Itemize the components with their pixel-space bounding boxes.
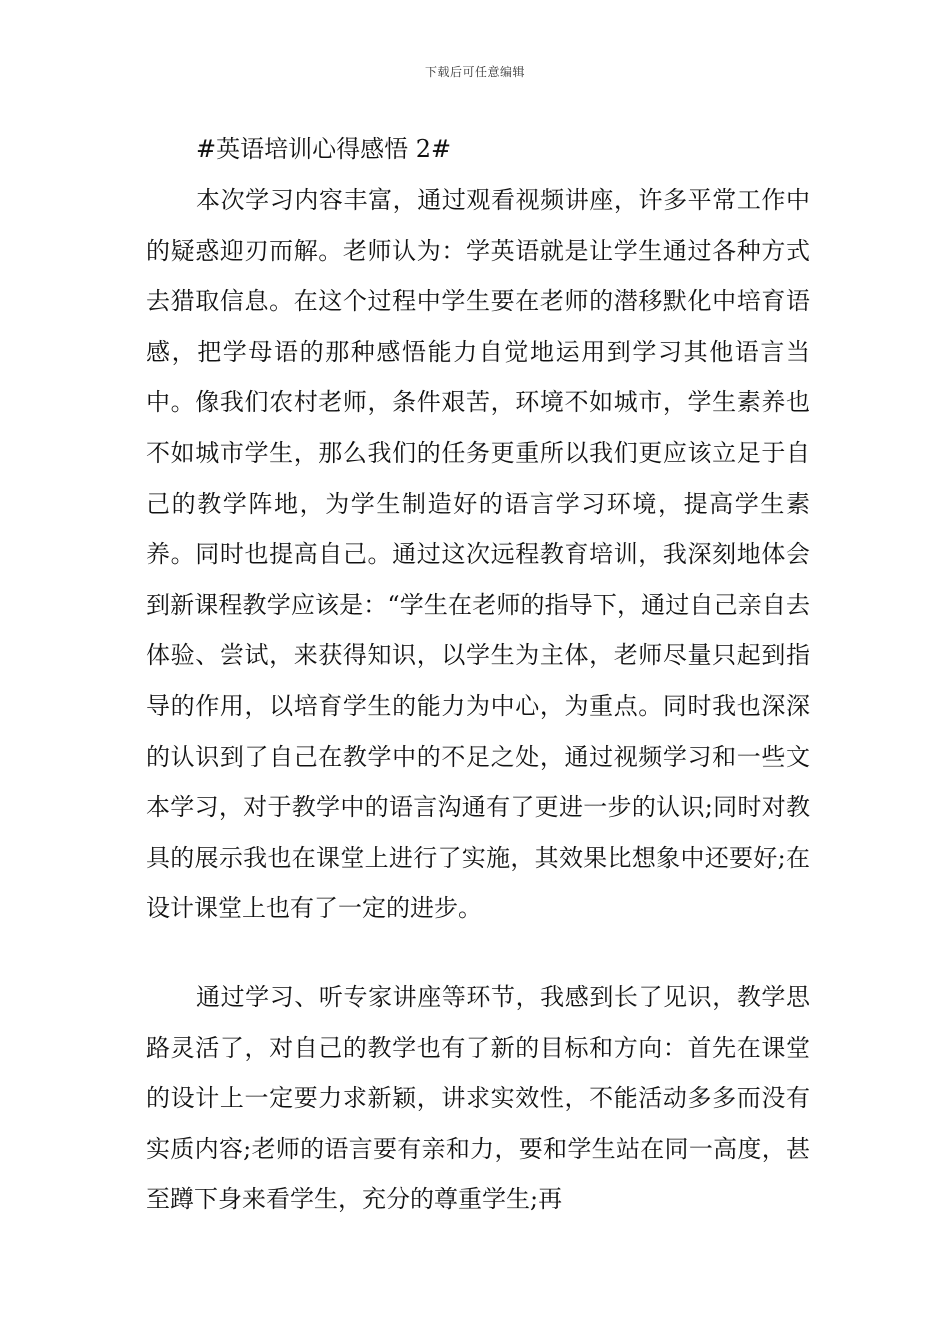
paragraph-2: 通过学习、听专家讲座等环节，我感到长了见识，教学思路灵活了，对自己的教学也有了新的目标和方向：首先在课堂的设计上一定要力求新颖，讲求实效性，不能活动多多而没有实质内容;老师的语言要有亲和力，要和学生站在同一高度，甚至蹲下身来看学生，充分的尊重学生;再 [146, 983, 810, 1214]
paragraph-1: 本次学习内容丰富，通过观看视频讲座，许多平常工作中的疑惑迎刃而解。老师认为：学英语就是让学生通过各种方式去猎取信息。在这个过程中学生要在老师的潜移默化中培育语感，把学母语的那种感悟能力自觉地运用到学习其他语言当中。像我们农村老师，条件艰苦，环境不如城市，学生素养也不如城市学生，那么我们的任务更重所以我们更应该立足于自己的教学阵地，为学生制造好的语言学习环境，提高学生素养。同时也提高自己。通过这次远程教育培训，我深刻地体会到新课程教学应该是：“学生在老师的指导下，通过自己亲自去体验、尝试，来获得知识，以学生为主体，老师尽量只起到指导的作用，以培育学生的能力为中心，为重点。同时我也深深的认识到了自己在教学中的不足之处，通过视频学习和一些文本学习，对于教学中的语言沟通有了更进一步的认识;同时对教具的展示我也在课堂上进行了实施，其效果比想象中还要好;在设计课堂上也有了一定的进步。 [146, 186, 810, 923]
header-note: 下载后可任意编辑 [424, 65, 525, 79]
document-title: #英语培训心得感悟 2# [196, 135, 452, 163]
